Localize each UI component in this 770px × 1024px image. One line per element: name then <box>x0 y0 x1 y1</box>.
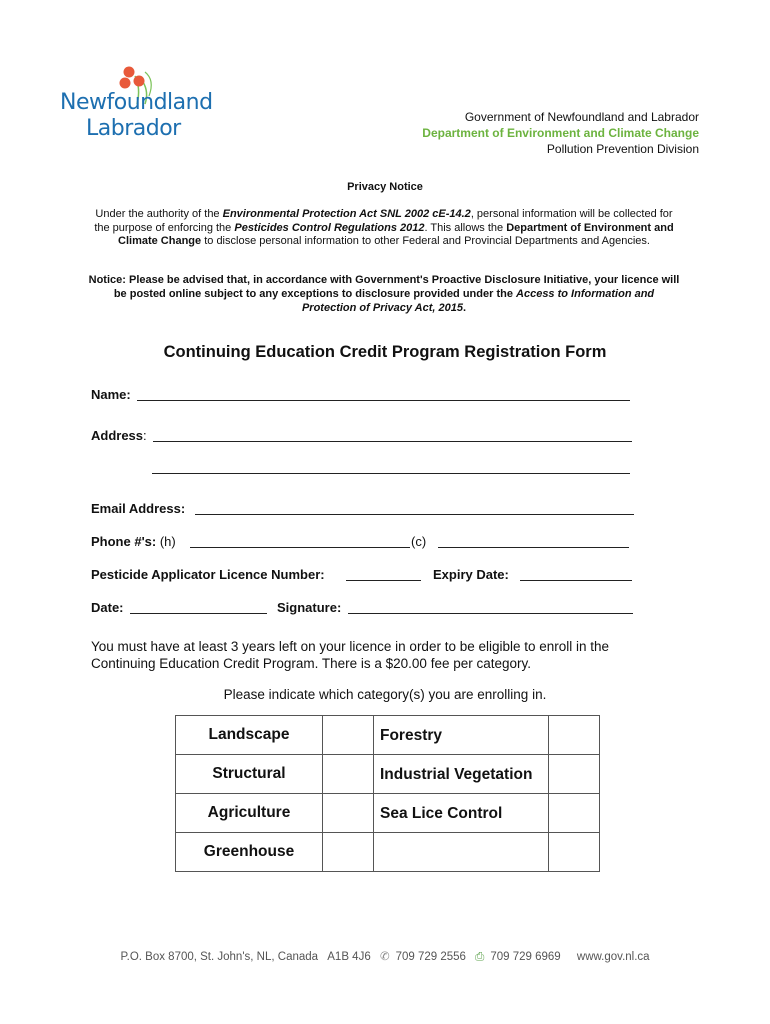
department-ref: Department of Environment and Climate Change <box>118 221 674 247</box>
phone-home-field[interactable] <box>190 547 410 548</box>
checkbox-agriculture[interactable] <box>323 794 374 833</box>
address-colon: : <box>143 428 147 443</box>
address-field-line1[interactable] <box>153 441 632 442</box>
address-field-line2[interactable] <box>152 473 630 474</box>
footer-fax: 709 729 6969 <box>490 951 561 963</box>
atipp-act-name: Access to Information and Protection of Privacy Act, 2015 <box>301 288 655 314</box>
privacy-notice-title: Privacy Notice <box>347 181 423 193</box>
footer-phone: 709 729 2556 <box>395 951 466 963</box>
category-label-landscape: Landscape <box>176 716 323 755</box>
department-name: Department of Environment and Climate Change <box>422 126 699 140</box>
checkbox-greenhouse[interactable] <box>323 833 374 872</box>
eligibility-text: You must have at least 3 years left on your licence in order to be eligible to enroll in the Continuing Education Credit Program. There is a $20.00 fee per category. <box>91 639 610 671</box>
form-title: Continuing Education Credit Program Registration Form <box>163 343 607 361</box>
category-label-sea-lice-control: Sea Lice Control <box>374 794 549 833</box>
name-field[interactable] <box>137 400 630 401</box>
signature-field[interactable] <box>348 613 633 614</box>
table-row <box>176 833 600 872</box>
category-table <box>175 715 600 872</box>
email-field[interactable] <box>195 514 634 515</box>
privacy-notice-text <box>88 208 680 249</box>
nl-government-logo <box>60 66 213 146</box>
address-label <box>91 428 147 443</box>
category-label-forestry: Forestry <box>374 716 549 755</box>
checkbox-sea-lice-control[interactable] <box>549 794 600 833</box>
notice-text: . <box>462 302 467 314</box>
expiry-date-field[interactable] <box>520 580 632 581</box>
category-label-industrial-vegetation: Industrial Vegetation <box>374 755 549 794</box>
checkbox-forestry[interactable] <box>549 716 600 755</box>
signature-label: Signature: <box>277 600 342 615</box>
notice-text: Notice: Please be advised that, in accordance with Government's Proactive Disclosure Initiative, your licence will be posted online subject to any exceptions to disclosure provided under the <box>88 274 680 300</box>
phone-home-label: (h) <box>159 534 176 549</box>
footer-contact <box>0 949 770 964</box>
licence-number-label: Pesticide Applicator Licence Number: <box>91 567 325 582</box>
footer-address: P.O. Box 8700, St. John's, NL, Canada <box>120 951 319 963</box>
division-name: Pollution Prevention Division <box>546 142 699 156</box>
phone-label <box>91 534 176 549</box>
empty-checkbox-cell <box>549 833 600 872</box>
government-name: Government of Newfoundland and Labrador <box>464 110 699 124</box>
phone-icon: ✆ <box>379 951 390 963</box>
act-name: Environmental Protection Act SNL 2002 cE-14.2 <box>222 208 471 220</box>
category-instruction: Please indicate which category(s) you are enrolling in. <box>223 687 547 702</box>
footer-website-link[interactable]: www.gov.nl.ca <box>576 951 650 963</box>
phone-cell-field[interactable] <box>438 547 629 548</box>
table-row <box>176 716 600 755</box>
category-label-structural: Structural <box>176 755 323 794</box>
table-row <box>176 755 600 794</box>
checkbox-structural[interactable] <box>323 755 374 794</box>
date-label: Date: <box>91 600 124 615</box>
checkbox-industrial-vegetation[interactable] <box>549 755 600 794</box>
privacy-text: . This allows the <box>424 221 507 234</box>
checkbox-landscape[interactable] <box>323 716 374 755</box>
privacy-text: , personal information will be collected for the purpose of enforcing the <box>94 208 673 234</box>
licence-number-field[interactable] <box>346 580 421 581</box>
email-label: Email Address: <box>91 501 186 516</box>
privacy-text: Under the authority of the <box>95 208 223 220</box>
department-header <box>422 109 699 157</box>
logo-text-labrador: Labrador <box>86 116 181 141</box>
category-label-greenhouse: Greenhouse <box>176 833 323 872</box>
empty-category-cell <box>374 833 549 872</box>
phone-cell-label: (c) <box>411 534 427 549</box>
regulation-name: Pesticides Control Regulations 2012 <box>234 221 425 234</box>
category-label-agriculture: Agriculture <box>176 794 323 833</box>
footer-postal-code: A1B 4J6 <box>327 951 371 963</box>
expiry-date-label: Expiry Date: <box>433 567 509 582</box>
fax-icon: ⎙ <box>475 951 485 963</box>
address-label-text: Address <box>91 428 144 443</box>
phone-label-text: Phone #'s: <box>91 534 157 549</box>
privacy-text: to disclose personal information to other Federal and Provincial Departments and Agencies. <box>201 235 650 247</box>
date-field[interactable] <box>130 613 267 614</box>
logo-text-newfoundland: Newfoundland <box>60 90 213 115</box>
name-label: Name: <box>91 387 131 402</box>
disclosure-notice <box>88 273 680 315</box>
table-row <box>176 794 600 833</box>
